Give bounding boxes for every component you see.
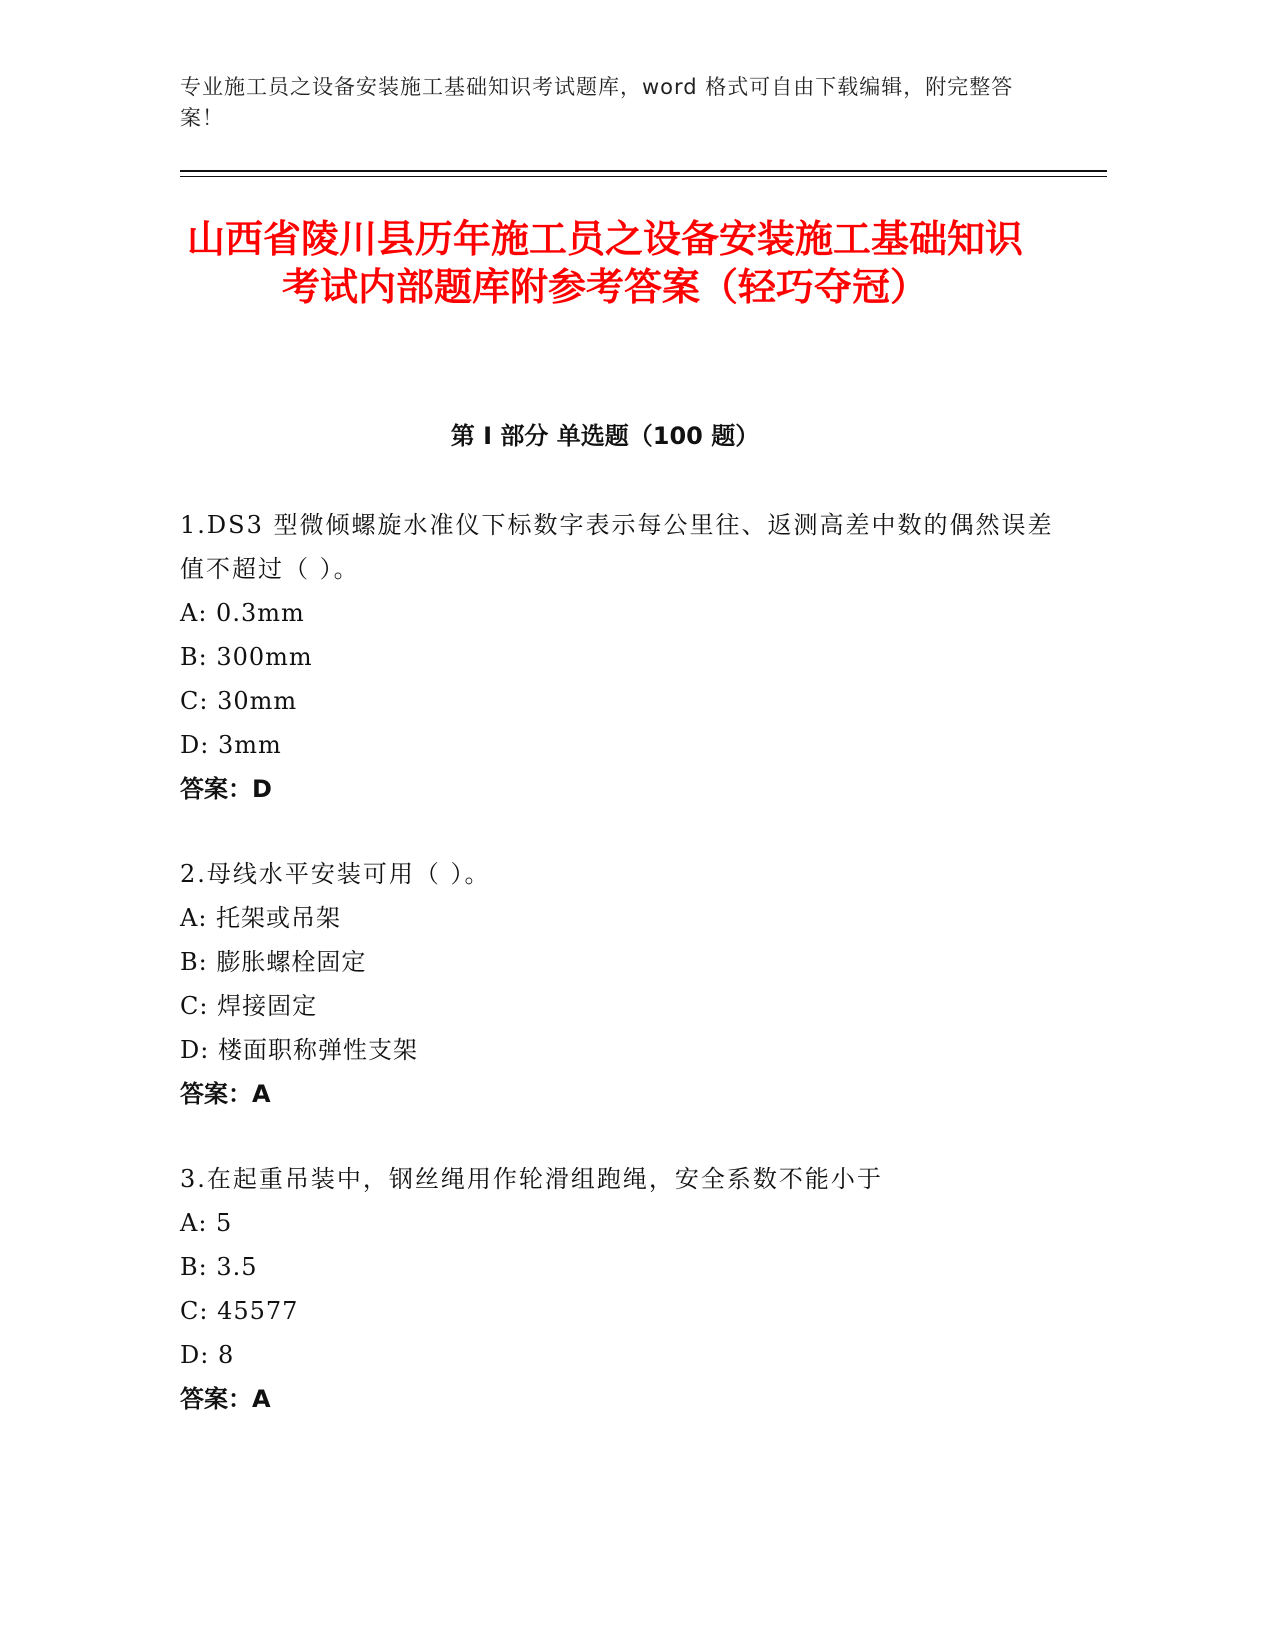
answer: 答案：A (180, 1080, 271, 1108)
header-rule-thin (180, 176, 1107, 177)
option-c: C: 30mm (180, 687, 298, 715)
option-a: A: 5 (180, 1209, 233, 1237)
option-a: A: 0.3mm (180, 599, 305, 627)
option-a: A: 托架或吊架 (180, 904, 342, 932)
option-d: D: 楼面职称弹性支架 (180, 1036, 418, 1064)
question-stem: 1.DS3 型微倾螺旋水准仪下标数字表示每公里往、返测高差中数的偶然误差值不超过（ ）。 (180, 511, 1054, 583)
header-rule-thick (180, 170, 1107, 172)
option-b: B: 300mm (180, 643, 313, 671)
option-b: B: 3.5 (180, 1253, 258, 1281)
option-c: C: 焊接固定 (180, 992, 318, 1020)
question-stem: 3.在起重吊装中，钢丝绳用作轮滑组跑绳，安全系数不能小于 (180, 1165, 883, 1193)
question-2 (180, 852, 1060, 1116)
answer: 答案：A (180, 1385, 271, 1413)
answer: 答案：D (180, 775, 272, 803)
option-b: B: 膨胀螺栓固定 (180, 948, 367, 976)
question-3 (180, 1157, 1060, 1421)
option-d: D: 3mm (180, 731, 282, 759)
option-d: D: 8 (180, 1341, 235, 1369)
header-note: 专业施工员之设备安装施工基础知识考试题库，word 格式可自由下载编辑，附完整答案！ (180, 75, 1014, 130)
section-heading: 第 I 部分 单选题（100 题） (450, 422, 760, 450)
document-title: 山西省陵川县历年施工员之设备安装施工基础知识考试内部题库附参考答案（轻巧夺冠） (186, 217, 1023, 309)
question-1 (180, 503, 1060, 811)
question-stem: 2.母线水平安装可用（ ）。 (180, 860, 491, 888)
option-c: C: 45577 (180, 1297, 299, 1325)
